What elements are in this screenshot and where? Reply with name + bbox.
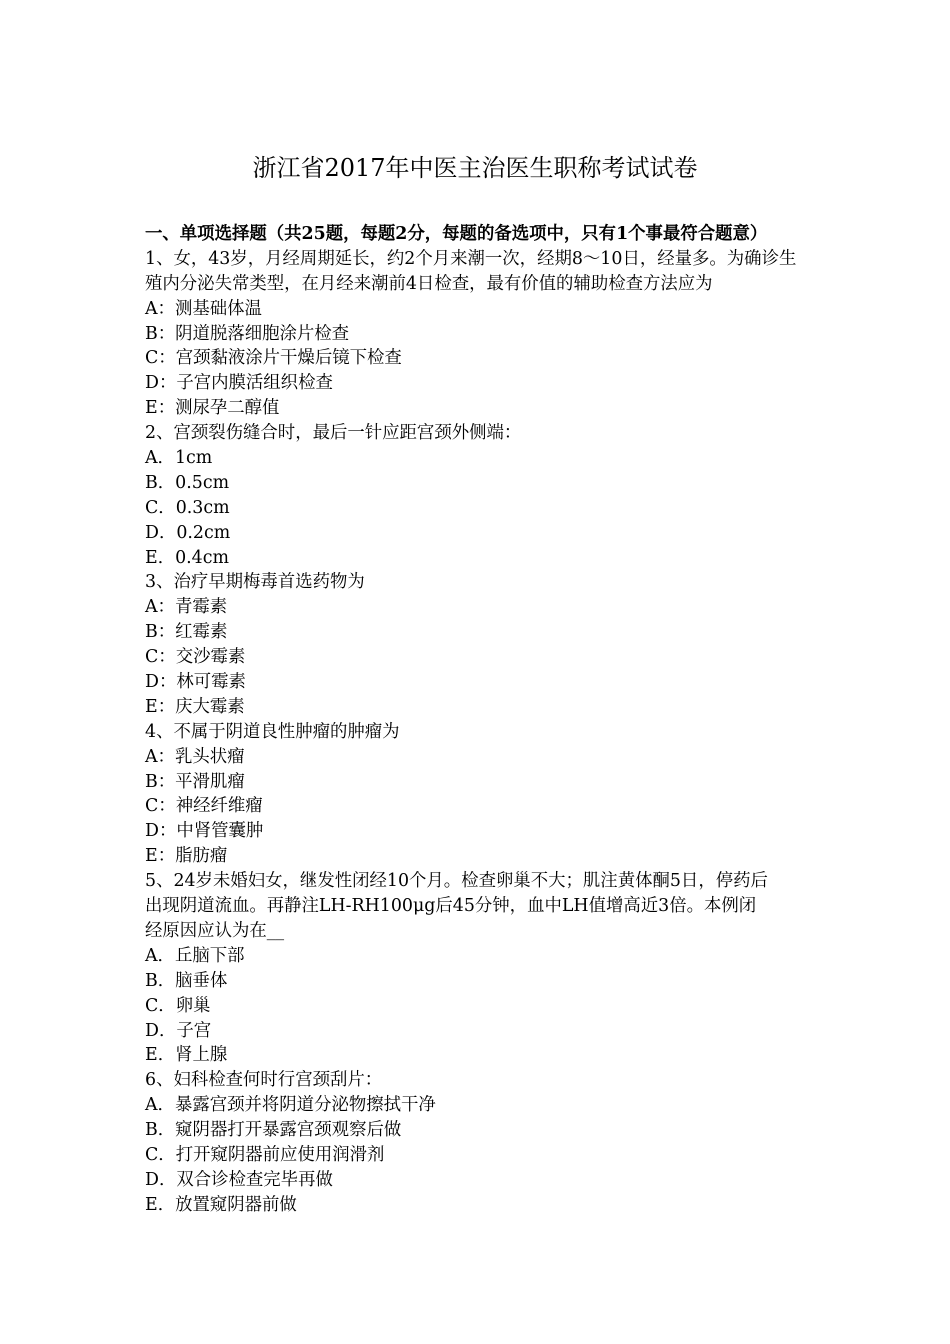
question-5-option-a: A．丘脑下部 <box>145 945 245 966</box>
question-5-stem-line-3: 经原因应认为在__ <box>145 920 285 941</box>
question-4-option-c: C：神经纤维瘤 <box>145 796 263 817</box>
question-2-option-a: A．1cm <box>145 448 213 469</box>
question-5-stem-line-1: 5、24岁未婚妇女，继发性闭经10个月。检查卵巢不大；肌注黄体酮5日，停药后 <box>145 871 768 892</box>
question-4-option-a: A：乳头状瘤 <box>145 746 245 767</box>
question-1 <box>145 247 810 421</box>
section-heading: 一、单项选择题（共25题，每题2分，每题的备选项中，只有1个事最符合题意） <box>145 224 768 244</box>
question-6 <box>145 1068 810 1217</box>
question-1-stem-line-2: 殖内分泌失常类型，在月经来潮前4日检查，最有价值的辅助检查方法应为 <box>145 273 713 294</box>
question-5-option-d: D．子宫 <box>145 1020 212 1041</box>
question-3-option-e: E：庆大霉素 <box>145 696 245 717</box>
question-1-option-d: D：子宫内膜活组织检查 <box>145 373 333 394</box>
question-4 <box>145 720 810 869</box>
question-4-option-b: B：平滑肌瘤 <box>145 771 245 792</box>
question-3-option-d: D：林可霉素 <box>145 672 246 693</box>
question-2-stem-line-1: 2、宫颈裂伤缝合时，最后一针应距宫颈外侧端： <box>145 423 522 444</box>
question-6-option-c: C．打开窥阴器前应使用润滑剂 <box>145 1144 385 1165</box>
question-6-option-e: E．放置窥阴器前做 <box>145 1194 297 1215</box>
question-6-option-a: A．暴露宫颈并将阴道分泌物擦拭干净 <box>145 1095 436 1116</box>
document-body <box>145 222 810 1218</box>
document-title: 浙江省2017年中医主治医生职称考试试卷 <box>252 154 698 182</box>
question-3-option-b: B：红霉素 <box>145 622 228 643</box>
question-6-option-d: D．双合诊检查完毕再做 <box>145 1169 333 1190</box>
question-1-option-b: B：阴道脱落细胞涂片检查 <box>145 323 350 344</box>
question-1-option-c: C：宫颈黏液涂片干燥后镜下检查 <box>145 348 402 369</box>
question-5-stem-line-2: 出现阴道流血。再静注LH-RH100μg后45分钟，血中LH值增高近3倍。本例闭 <box>145 896 757 917</box>
question-1-option-e: E：测尿孕二醇值 <box>145 398 280 419</box>
question-4-option-d: D：中肾管囊肿 <box>145 821 264 842</box>
question-2-option-c: C．0.3cm <box>145 497 230 518</box>
question-1-stem-line-1: 1、女，43岁，月经周期延长，约2个月来潮一次，经期8～10日，经量多。为确诊生 <box>145 248 797 269</box>
question-2-option-b: B．0.5cm <box>145 472 230 493</box>
question-3-option-c: C：交沙霉素 <box>145 647 246 668</box>
question-3-option-a: A：青霉素 <box>145 597 228 618</box>
question-1-option-a: A：测基础体温 <box>145 298 262 319</box>
question-2-option-e: E．0.4cm <box>145 547 229 568</box>
question-3 <box>145 570 810 719</box>
question-4-option-e: E：脂肪瘤 <box>145 846 228 867</box>
question-6-option-b: B．窥阴器打开暴露宫颈观察后做 <box>145 1120 402 1141</box>
question-2 <box>145 421 810 570</box>
question-2-option-d: D．0.2cm <box>145 522 231 543</box>
question-3-stem-line-1: 3、治疗早期梅毒首选药物为 <box>145 572 365 593</box>
question-5-option-b: B．脑垂体 <box>145 970 228 991</box>
question-4-stem-line-1: 4、不属于阴道良性肿瘤的肿瘤为 <box>145 721 400 742</box>
question-5 <box>145 869 810 1068</box>
question-5-option-e: E．肾上腺 <box>145 1045 228 1066</box>
question-5-option-c: C．卵巢 <box>145 995 211 1016</box>
question-6-stem-line-1: 6、妇科检查何时行宫颈刮片： <box>145 1070 383 1091</box>
